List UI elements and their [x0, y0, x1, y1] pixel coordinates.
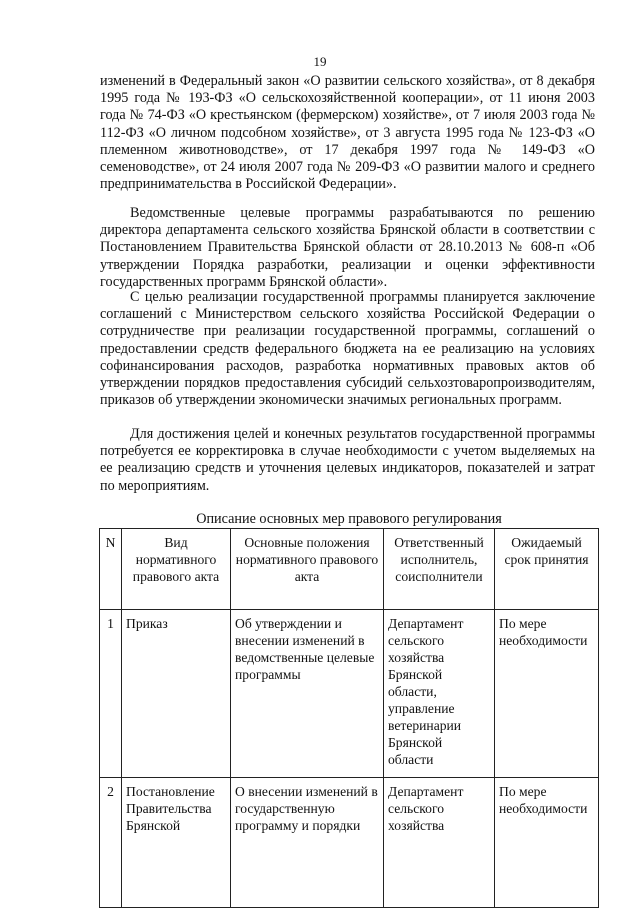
header-term: Ожидаемый срок принятия [495, 529, 599, 610]
row-term: По мере необходимости [495, 610, 599, 778]
page-number: 19 [313, 54, 327, 69]
header-provisions: Основные положения нормативного правового акта [231, 529, 384, 610]
header-number: N [100, 529, 122, 610]
table-row [100, 610, 599, 778]
row-term: По мере необходимости [495, 778, 599, 908]
table-header-row [100, 529, 599, 610]
row-act-type: Приказ [122, 610, 231, 778]
row-number: 1 [100, 610, 122, 778]
row-number: 2 [100, 778, 122, 908]
header-executor: Ответственный исполнитель, соисполнители [384, 529, 495, 610]
table-caption: Описание основных мер правового регулирования [196, 511, 502, 527]
row-provisions: Об утверждении и внесении изменений в ведомственные целевые программы [231, 610, 384, 778]
row-executor: Департамент сельского хозяйства Брянской области, управление ветеринарии Брянской области [384, 610, 495, 778]
paragraph-adjustment: Для достижения целей и конечных результатов государственной программы потребуется ее корректировка в случае необходимости с учетом выделяемых на ее реализацию средств и уточнения целевых индикаторов, показателей и затрат по мероприятиям. [100, 426, 595, 494]
header-act-type: Вид нормативного правового акта [122, 529, 231, 610]
legal-measures-table [99, 528, 599, 908]
paragraph-departmental-programs: Ведомственные целевые программы разрабатываются по решению директора департамента сельского хозяйства Брянской области в соответствии с Постановлением Правительства Брянской области от 28.10.2013 № 608-п «Об утверждении Порядка разработки, реализации и оценки эффективности государственных программ Брянской области». [100, 205, 595, 290]
row-executor: Департамент сельского хозяйства [384, 778, 495, 908]
row-provisions: О внесении изменений в государственную программу и порядки [231, 778, 384, 908]
row-act-type: Постановление Правительства Брянской [122, 778, 231, 908]
table-row [100, 778, 599, 908]
paragraph-laws-list: изменений в Федеральный закон «О развитии сельского хозяйства», от 8 декабря 1995 года № 193-ФЗ «О сельскохозяйственной кооперации», от 11 июня 2003 года № 74-ФЗ «О крестьянском (фермерском) хозяйстве», от 7 июля 2003 года № 112-ФЗ «О личном подсобном хозяйстве», от 3 августа 1995 года № 123-ФЗ «О племенном животноводстве», от 17 декабря 1997 года № 149-ФЗ «О семеноводстве», от 24 июля 2007 года № 209-ФЗ «О развитии малого и среднего предпринимательства в Российской Федерации». [100, 73, 595, 193]
paragraph-agreements: С целью реализации государственной программы планируется заключение соглашений с Министерством сельского хозяйства Российской Федерации о сотрудничестве при реализации государственной программы, соглашений о предоставлении средств федерального бюджета на ее реализацию на условиях софинансирования расходов, разработка нормативных правовых актов об утверждении порядков предоставления субсидий сельхозтоваропроизводителям, приказов об утверждении экономически значимых региональных программ. [100, 289, 595, 409]
